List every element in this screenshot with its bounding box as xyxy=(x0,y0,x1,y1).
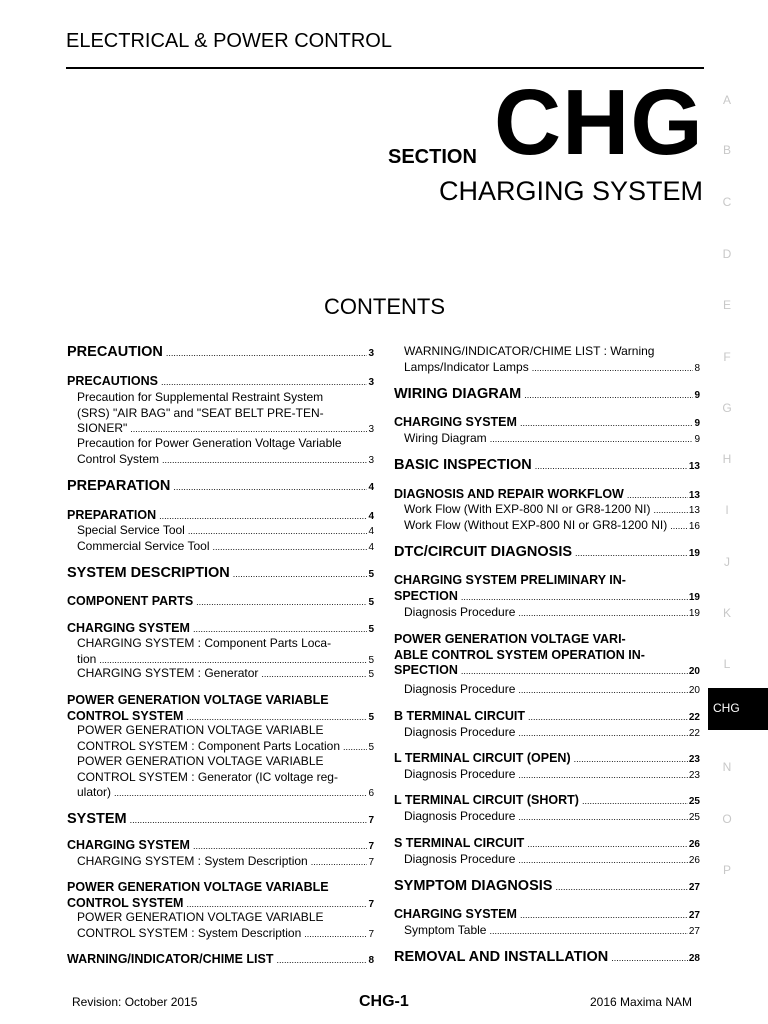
toc-entry-text: POWER GENERATION VOLTAGE VARIABLE xyxy=(67,693,329,707)
toc-entry-text: Special Service Tool xyxy=(77,523,185,537)
toc-entry[interactable] xyxy=(394,879,700,896)
toc-page-number: 7 xyxy=(368,928,374,940)
toc-entry[interactable] xyxy=(394,518,700,535)
toc-page-number: 5 xyxy=(368,654,374,666)
toc-entry[interactable] xyxy=(394,605,700,622)
toc-entry-text: CHARGING SYSTEM xyxy=(394,415,517,429)
toc-entry-text: SIONER" xyxy=(77,421,128,435)
toc-entry[interactable] xyxy=(394,725,700,742)
toc-entry[interactable] xyxy=(67,812,374,829)
toc-page-number: 13 xyxy=(688,461,700,472)
toc-leader-dots xyxy=(114,786,367,802)
toc-leader-dots xyxy=(233,567,368,583)
toc-page-number: 25 xyxy=(688,796,700,807)
toc-entry[interactable] xyxy=(67,390,374,438)
toc-entry-text: CHARGING SYSTEM : System Description xyxy=(77,854,308,868)
toc-entry-text: SYMPTOM DIAGNOSIS xyxy=(394,878,553,894)
toc-leader-dots xyxy=(518,606,687,622)
side-tab-a[interactable]: A xyxy=(722,93,731,107)
toc-entry-text: SYSTEM DESCRIPTION xyxy=(67,565,230,581)
section-code: CHG xyxy=(494,70,704,174)
side-tab-o[interactable]: O xyxy=(722,812,732,826)
toc-entry-text: WIRING DIAGRAM xyxy=(394,386,522,402)
toc-entry-text: POWER GENERATION VOLTAGE VARI- xyxy=(394,632,626,646)
toc-entry-text: (SRS) "AIR BAG" and "SEAT BELT PRE-TEN- xyxy=(77,405,324,420)
toc-leader-dots xyxy=(575,546,688,562)
toc-page-number: 4 xyxy=(368,542,374,553)
toc-leader-dots xyxy=(518,853,687,869)
toc-page-number: 4 xyxy=(368,482,374,493)
toc-page-number: 3 xyxy=(368,348,374,359)
toc-leader-dots xyxy=(555,880,687,896)
toc-entry-text: POWER GENERATION VOLTAGE VARIABLE xyxy=(77,723,324,737)
toc-entry[interactable] xyxy=(67,952,374,969)
toc-page-number: 27 xyxy=(688,882,700,893)
toc-entry-text: PRECAUTION xyxy=(67,344,163,360)
toc-page-number: 23 xyxy=(688,754,700,765)
toc-entry[interactable] xyxy=(394,573,700,605)
toc-page-number: 4 xyxy=(368,526,374,537)
side-tab-k[interactable]: K xyxy=(722,606,731,620)
toc-entry[interactable] xyxy=(67,754,374,802)
toc-entry-text: Diagnosis Procedure xyxy=(404,682,516,696)
toc-leader-dots xyxy=(654,503,688,519)
toc-leader-dots xyxy=(196,595,367,611)
toc-entry-text: Diagnosis Procedure xyxy=(404,605,516,619)
side-tab-d[interactable]: D xyxy=(722,247,732,261)
toc-entry[interactable] xyxy=(394,923,700,940)
side-tab-h[interactable]: H xyxy=(722,452,732,466)
toc-leader-dots xyxy=(611,951,688,967)
toc-page-number: 5 xyxy=(368,741,374,753)
toc-entry-text: ABLE CONTROL SYSTEM OPERATION IN- xyxy=(394,647,645,662)
toc-entry-text: L TERMINAL CIRCUIT (SHORT) xyxy=(394,793,579,807)
toc-leader-dots xyxy=(528,710,688,726)
side-tab-p[interactable]: P xyxy=(722,863,731,877)
toc-entry-text: REMOVAL AND INSTALLATION xyxy=(394,949,609,965)
toc-leader-dots xyxy=(304,927,367,943)
toc-entry[interactable] xyxy=(67,345,374,362)
toc-page-number: 13 xyxy=(688,505,700,516)
toc-page-number: 22 xyxy=(688,728,700,739)
toc-entry-text: CHARGING SYSTEM : Generator xyxy=(77,666,259,680)
toc-entry[interactable] xyxy=(394,907,700,924)
toc-leader-dots xyxy=(461,664,688,680)
toc-entry-text: CONTROL SYSTEM : Component Parts Location xyxy=(77,738,340,753)
side-tab-i[interactable]: I xyxy=(725,503,729,517)
toc-entry-text: DIAGNOSIS AND REPAIR WORKFLOW xyxy=(394,487,624,501)
side-tab-j[interactable]: J xyxy=(724,555,730,569)
toc-entry[interactable] xyxy=(394,852,700,869)
toc-entry[interactable] xyxy=(394,415,700,432)
toc-entry[interactable] xyxy=(67,539,374,556)
toc-page-number: 27 xyxy=(688,910,700,921)
toc-entry-text: Control System xyxy=(77,451,160,466)
toc-entry-text: PRECAUTIONS xyxy=(67,374,158,388)
toc-page-number: 5 xyxy=(368,597,374,608)
toc-leader-dots xyxy=(520,908,688,924)
toc-page-number: 9 xyxy=(694,434,700,445)
toc-page-number: 7 xyxy=(368,857,374,868)
toc-page-number: 3 xyxy=(368,424,374,435)
toc-leader-dots xyxy=(518,810,687,826)
toc-leader-dots xyxy=(527,837,688,853)
toc-page-number: 7 xyxy=(368,898,374,910)
toc-entry-text: CONTROL SYSTEM xyxy=(67,708,184,723)
toc-leader-dots xyxy=(535,459,688,475)
toc-entry[interactable] xyxy=(67,566,374,583)
toc-entry-text: CONTROL SYSTEM : System Description xyxy=(77,925,302,940)
toc-leader-dots xyxy=(311,855,368,871)
toc-entry-text: Diagnosis Procedure xyxy=(404,852,516,866)
toc-entry-text: Precaution for Supplemental Restraint System xyxy=(77,390,324,404)
toc-entry-text: Diagnosis Procedure xyxy=(404,809,516,823)
toc-page-number: 3 xyxy=(368,454,374,466)
toc-entry-text: Diagnosis Procedure xyxy=(404,767,516,781)
active-section-tab-label: CHG xyxy=(713,701,740,715)
toc-entry-text: Commercial Service Tool xyxy=(77,539,210,553)
toc-entry-text: SYSTEM xyxy=(67,811,127,827)
toc-page-number: 9 xyxy=(694,390,700,401)
toc-entry[interactable] xyxy=(67,693,374,725)
toc-entry[interactable] xyxy=(394,344,700,376)
toc-entry-text: CONTROL SYSTEM xyxy=(67,895,184,910)
toc-entry-text: COMPONENT PARTS xyxy=(67,594,194,608)
toc-entry-text: Work Flow (With EXP-800 NI or GR8-1200 NI) xyxy=(404,502,651,516)
toc-page-number: 27 xyxy=(688,926,700,937)
toc-entry[interactable] xyxy=(67,523,374,540)
toc-leader-dots xyxy=(130,813,368,829)
toc-entry[interactable] xyxy=(394,502,700,519)
toc-leader-dots xyxy=(166,346,368,362)
toc-entry-text: DTC/CIRCUIT DIAGNOSIS xyxy=(394,544,573,560)
toc-entry-text: Diagnosis Procedure xyxy=(404,725,516,739)
toc-page-number: 5 xyxy=(368,711,374,723)
toc-leader-dots xyxy=(518,726,687,742)
toc-entry[interactable] xyxy=(67,880,374,912)
toc-entry[interactable] xyxy=(394,431,700,448)
toc-leader-dots xyxy=(343,740,367,756)
side-tab-n[interactable]: N xyxy=(722,760,732,774)
toc-entry-text: B TERMINAL CIRCUIT xyxy=(394,709,526,723)
toc-entry[interactable] xyxy=(394,458,700,475)
header-rule xyxy=(66,67,704,69)
toc-entry[interactable] xyxy=(394,793,700,810)
toc-entry-text: ulator) xyxy=(77,785,112,799)
chapter-title: ELECTRICAL & POWER CONTROL xyxy=(66,30,392,52)
toc-leader-dots xyxy=(490,432,694,448)
toc-entry[interactable] xyxy=(394,809,700,826)
toc-entry-text: CONTROL SYSTEM : Generator (IC voltage reg- xyxy=(77,769,338,784)
footer-model: 2016 Maxima NAM xyxy=(590,995,693,1009)
toc-entry[interactable] xyxy=(394,545,700,562)
toc-entry[interactable] xyxy=(67,723,374,755)
toc-entry-text: CHARGING SYSTEM : Component Parts Loca- xyxy=(77,636,332,650)
toc-page-number: 19 xyxy=(688,591,700,603)
toc-page-number: 19 xyxy=(688,548,700,559)
toc-page-number: 8 xyxy=(694,362,700,374)
toc-entry[interactable] xyxy=(394,950,700,967)
toc-entry-text: SPECTION xyxy=(394,588,458,603)
toc-page-number: 8 xyxy=(368,955,374,966)
toc-entry[interactable] xyxy=(394,709,700,726)
toc-entry[interactable] xyxy=(394,682,700,699)
footer-revision: Revision: October 2015 xyxy=(72,995,198,1009)
side-tab-f[interactable]: F xyxy=(723,350,731,364)
toc-page-number: 7 xyxy=(368,815,374,826)
toc-page-number: 16 xyxy=(688,521,700,532)
toc-entry-text: POWER GENERATION VOLTAGE VARIABLE xyxy=(67,880,329,894)
toc-entry-text: WARNING/INDICATOR/CHIME LIST xyxy=(67,952,274,966)
toc-entry-text: WARNING/INDICATOR/CHIME LIST : Warning xyxy=(404,344,655,358)
toc-page-number: 22 xyxy=(688,712,700,723)
toc-leader-dots xyxy=(532,361,694,377)
toc-page-number: 9 xyxy=(694,418,700,429)
toc-entry[interactable] xyxy=(67,479,374,496)
toc-entry-text: Work Flow (Without EXP-800 NI or GR8-1200 NI) xyxy=(404,518,668,532)
side-tab-b[interactable]: B xyxy=(722,143,731,157)
toc-page-number: 5 xyxy=(368,669,374,680)
toc-entry-text: CHARGING SYSTEM xyxy=(67,838,190,852)
toc-leader-dots xyxy=(518,768,687,784)
toc-entry-text: POWER GENERATION VOLTAGE VARIABLE xyxy=(77,910,324,924)
toc-leader-dots xyxy=(520,416,694,432)
toc-page-number: 20 xyxy=(688,666,700,677)
toc-page-number: 13 xyxy=(688,490,700,501)
toc-page-number: 5 xyxy=(368,624,374,635)
toc-leader-dots xyxy=(670,519,688,535)
toc-leader-dots xyxy=(162,453,367,469)
toc-entry[interactable] xyxy=(67,666,374,683)
toc-entry[interactable] xyxy=(67,910,374,942)
toc-entry[interactable] xyxy=(67,854,374,871)
section-title: CHARGING SYSTEM xyxy=(438,176,703,206)
toc-page-number: 6 xyxy=(368,788,374,799)
toc-entry-text: CHARGING SYSTEM xyxy=(67,621,190,635)
toc-leader-dots xyxy=(582,794,688,810)
toc-entry[interactable] xyxy=(394,632,700,680)
toc-leader-dots xyxy=(276,953,367,969)
toc-entry[interactable] xyxy=(67,374,374,391)
toc-leader-dots xyxy=(161,375,367,391)
toc-entry-text: Symptom Table xyxy=(404,923,487,937)
side-tab-e[interactable]: E xyxy=(722,298,731,312)
side-tab-g[interactable]: G xyxy=(722,401,732,415)
toc-leader-dots xyxy=(489,924,687,940)
toc-entry-text: tion xyxy=(77,651,97,666)
toc-leader-dots xyxy=(524,388,693,404)
toc-leader-dots xyxy=(213,540,368,556)
toc-leader-dots xyxy=(193,839,368,855)
toc-page-number: 25 xyxy=(688,812,700,823)
active-section-tab[interactable] xyxy=(708,688,768,730)
toc-page-number: 20 xyxy=(688,685,700,696)
toc-entry-text: PREPARATION xyxy=(67,478,171,494)
toc-entry[interactable] xyxy=(394,751,700,768)
toc-entry-text: CHARGING SYSTEM PRELIMINARY IN- xyxy=(394,573,626,587)
toc-page-number: 23 xyxy=(688,770,700,781)
toc-entry-text: CHARGING SYSTEM xyxy=(394,907,517,921)
section-label: SECTION xyxy=(388,146,477,168)
footer-page-number: CHG-1 xyxy=(359,993,409,1010)
toc-entry-text: S TERMINAL CIRCUIT xyxy=(394,836,525,850)
toc-entry-text: POWER GENERATION VOLTAGE VARIABLE xyxy=(77,754,324,768)
toc-leader-dots xyxy=(574,752,688,768)
toc-page-number: 4 xyxy=(368,511,374,522)
toc-page-number: 19 xyxy=(688,608,700,619)
toc-page-number: 3 xyxy=(368,377,374,388)
toc-entry[interactable] xyxy=(67,838,374,855)
toc-leader-dots xyxy=(173,480,367,496)
side-tab-c[interactable]: C xyxy=(722,195,732,209)
toc-entry-text: SPECTION xyxy=(394,663,458,677)
toc-entry[interactable] xyxy=(394,387,700,404)
toc-entry[interactable] xyxy=(394,767,700,784)
toc-leader-dots xyxy=(518,683,687,699)
toc-entry[interactable] xyxy=(67,636,374,668)
contents-heading: CONTENTS xyxy=(324,294,445,319)
toc-entry[interactable] xyxy=(67,436,374,468)
toc-leader-dots xyxy=(261,667,367,683)
toc-page-number: 5 xyxy=(368,569,374,580)
toc-entry-text: BASIC INSPECTION xyxy=(394,457,532,473)
toc-entry-text: Lamps/Indicator Lamps xyxy=(404,359,529,374)
toc-entry-text: Wiring Diagram xyxy=(404,431,487,445)
toc-page-number: 26 xyxy=(688,855,700,866)
toc-entry-text: Precaution for Power Generation Voltage Variable xyxy=(77,436,342,450)
side-tab-index xyxy=(708,0,768,1024)
toc-page-number: 28 xyxy=(688,953,700,964)
toc-entry-text: L TERMINAL CIRCUIT (OPEN) xyxy=(394,751,571,765)
toc-entry[interactable] xyxy=(67,594,374,611)
toc-leader-dots xyxy=(461,590,688,606)
toc-entry-text: PREPARATION xyxy=(67,508,157,522)
toc-page-number: 26 xyxy=(688,839,700,850)
toc-entry[interactable] xyxy=(394,836,700,853)
side-tab-l[interactable]: L xyxy=(723,657,731,671)
toc-leader-dots xyxy=(188,524,368,540)
toc-page-number: 7 xyxy=(368,841,374,852)
